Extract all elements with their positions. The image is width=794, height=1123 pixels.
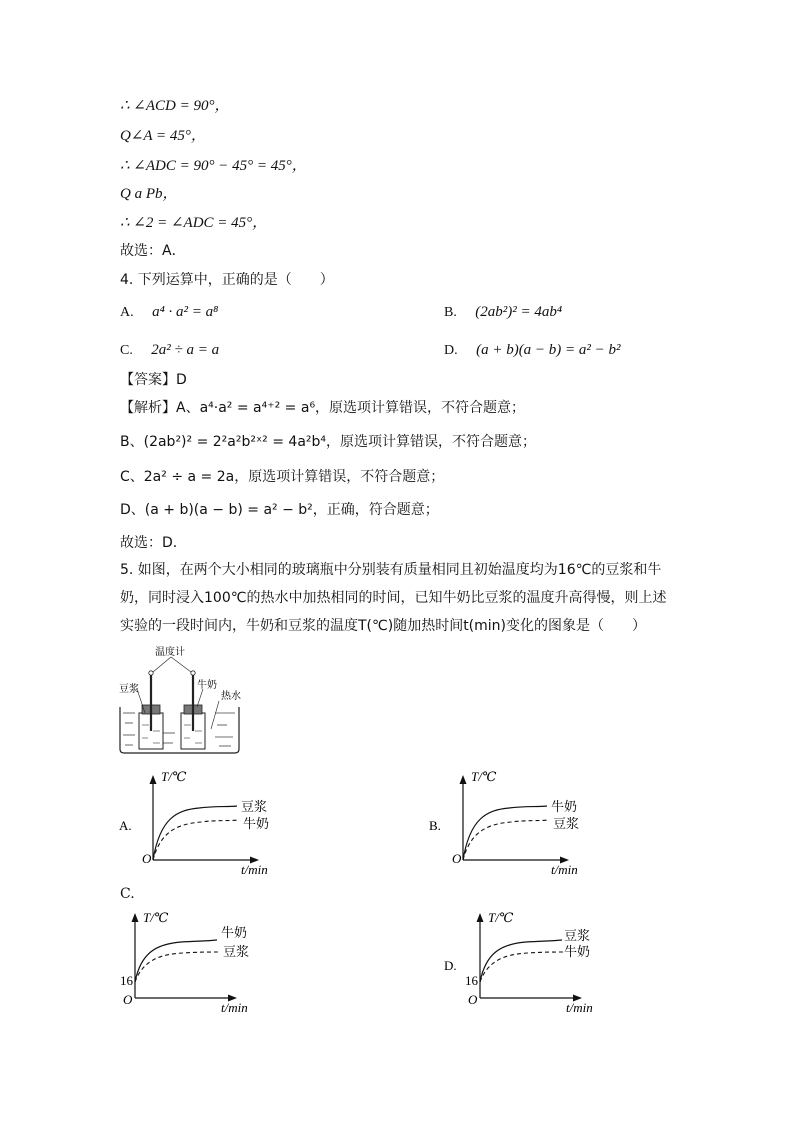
option-text: (a + b)(a − b) = a² − b²: [476, 342, 621, 358]
graph-option-c: [115, 908, 295, 1024]
q4-stem: 4. 下列运算中，正确的是（ ）: [120, 272, 334, 288]
graph-a-origin: O: [142, 851, 152, 866]
q4-option-d: [444, 340, 621, 361]
option-text: 2a² ÷ a = a: [151, 342, 220, 358]
graph-b-y-label: T/℃: [471, 769, 497, 784]
graph-a-solid-label: 豆浆: [241, 800, 268, 815]
q5-stem-line-1: 5. 如图，在两个大小相同的玻璃瓶中分别装有质量相同且初始温度均为16℃的豆浆和牛: [120, 562, 662, 578]
hot-water-label: 热水: [221, 691, 241, 702]
proof-line-1: ∴ ∠ACD = 90°，: [120, 98, 230, 114]
q4-option-a: [120, 302, 218, 323]
graph-b-solid-label: 牛奶: [551, 800, 578, 815]
graph-option-a: [115, 768, 295, 884]
proof-line-3: ∴ ∠ADC = 90° − 45° = 45°，: [120, 158, 307, 174]
graph-d-start-label: 16: [465, 973, 478, 988]
option-letter: B.: [444, 305, 457, 320]
option-text: a⁴ · a² = a⁸: [152, 304, 219, 320]
graph-c-solid-label: 牛奶: [221, 926, 248, 941]
q5-stem-line-2: 奶，同时浸入100℃的热水中加热相同的时间，已知牛奶比豆浆的温度升高得慢，则上述: [120, 590, 667, 606]
graph-d-y-label: T/℃: [488, 910, 514, 925]
q4-answer: 【答案】D: [120, 372, 187, 388]
apparatus-figure: [115, 645, 245, 755]
thermometer-label: 温度计: [155, 647, 185, 658]
graph-a-dashed-label: 牛奶: [243, 817, 270, 832]
graph-c-dashed-label: 豆浆: [223, 945, 250, 960]
proof-conclusion: 故选：A．: [120, 243, 186, 259]
graph-d-dashed-label: 牛奶: [564, 945, 591, 960]
graph-b-letter: B.: [429, 818, 441, 833]
graph-option-b: [425, 768, 605, 884]
proof-line-4: Q a Pb，: [120, 186, 178, 202]
q4-analysis-d: D、(a + b)(a − b) = a² − b²，正确，符合题意；: [120, 502, 439, 518]
graph-c-start-label: 16: [120, 973, 133, 988]
graph-b-origin: O: [452, 851, 462, 866]
graph-d-x-label: t/min: [566, 1000, 593, 1015]
q4-conclusion: 故选：D．: [120, 535, 187, 551]
q4-analysis-b: B、(2ab²)² = 2²a²b²ˣ² = 4a²b⁴，原选项计算错误，不符合题意；: [120, 434, 537, 450]
graph-a-letter: A.: [119, 818, 132, 833]
q4-option-c: [120, 340, 219, 361]
graph-c-origin: O: [123, 992, 133, 1007]
q4-analysis-c: C、2a² ÷ a = 2a，原选项计算错误，不符合题意；: [120, 469, 445, 485]
graph-c-letter: C.: [120, 886, 135, 902]
graph-d-solid-label: 豆浆: [564, 929, 591, 944]
option-letter: D.: [444, 343, 458, 358]
soy-label: 豆浆: [119, 684, 139, 695]
graph-b-x-label: t/min: [551, 862, 578, 877]
q4-option-b: [444, 302, 562, 323]
option-text: (2ab²)² = 4ab⁴: [475, 304, 563, 320]
q5-stem-line-3: 实验的一段时间内，牛奶和豆浆的温度T(℃)随加热时间t(min)变化的图象是（ ）: [120, 618, 647, 634]
option-letter: C.: [120, 343, 133, 358]
proof-line-5: ∴ ∠2 = ∠ADC = 45°，: [120, 215, 268, 231]
option-letter: A.: [120, 305, 134, 320]
graph-a-y-label: T/℃: [161, 769, 187, 784]
graph-d-origin: O: [468, 992, 478, 1007]
graph-d-letter: D.: [444, 958, 457, 973]
graph-b-dashed-label: 豆浆: [553, 817, 580, 832]
graph-a-x-label: t/min: [241, 862, 268, 877]
proof-line-2: Q∠A = 45°，: [120, 128, 206, 144]
milk-label: 牛奶: [197, 680, 217, 691]
graph-c-x-label: t/min: [221, 1000, 248, 1015]
graph-c-y-label: T/℃: [143, 910, 169, 925]
graph-option-d: [440, 908, 620, 1024]
q4-analysis-a: 【解析】A、a⁴·a² = a⁴⁺² = a⁶，原选项计算错误，不符合题意；: [120, 400, 526, 416]
